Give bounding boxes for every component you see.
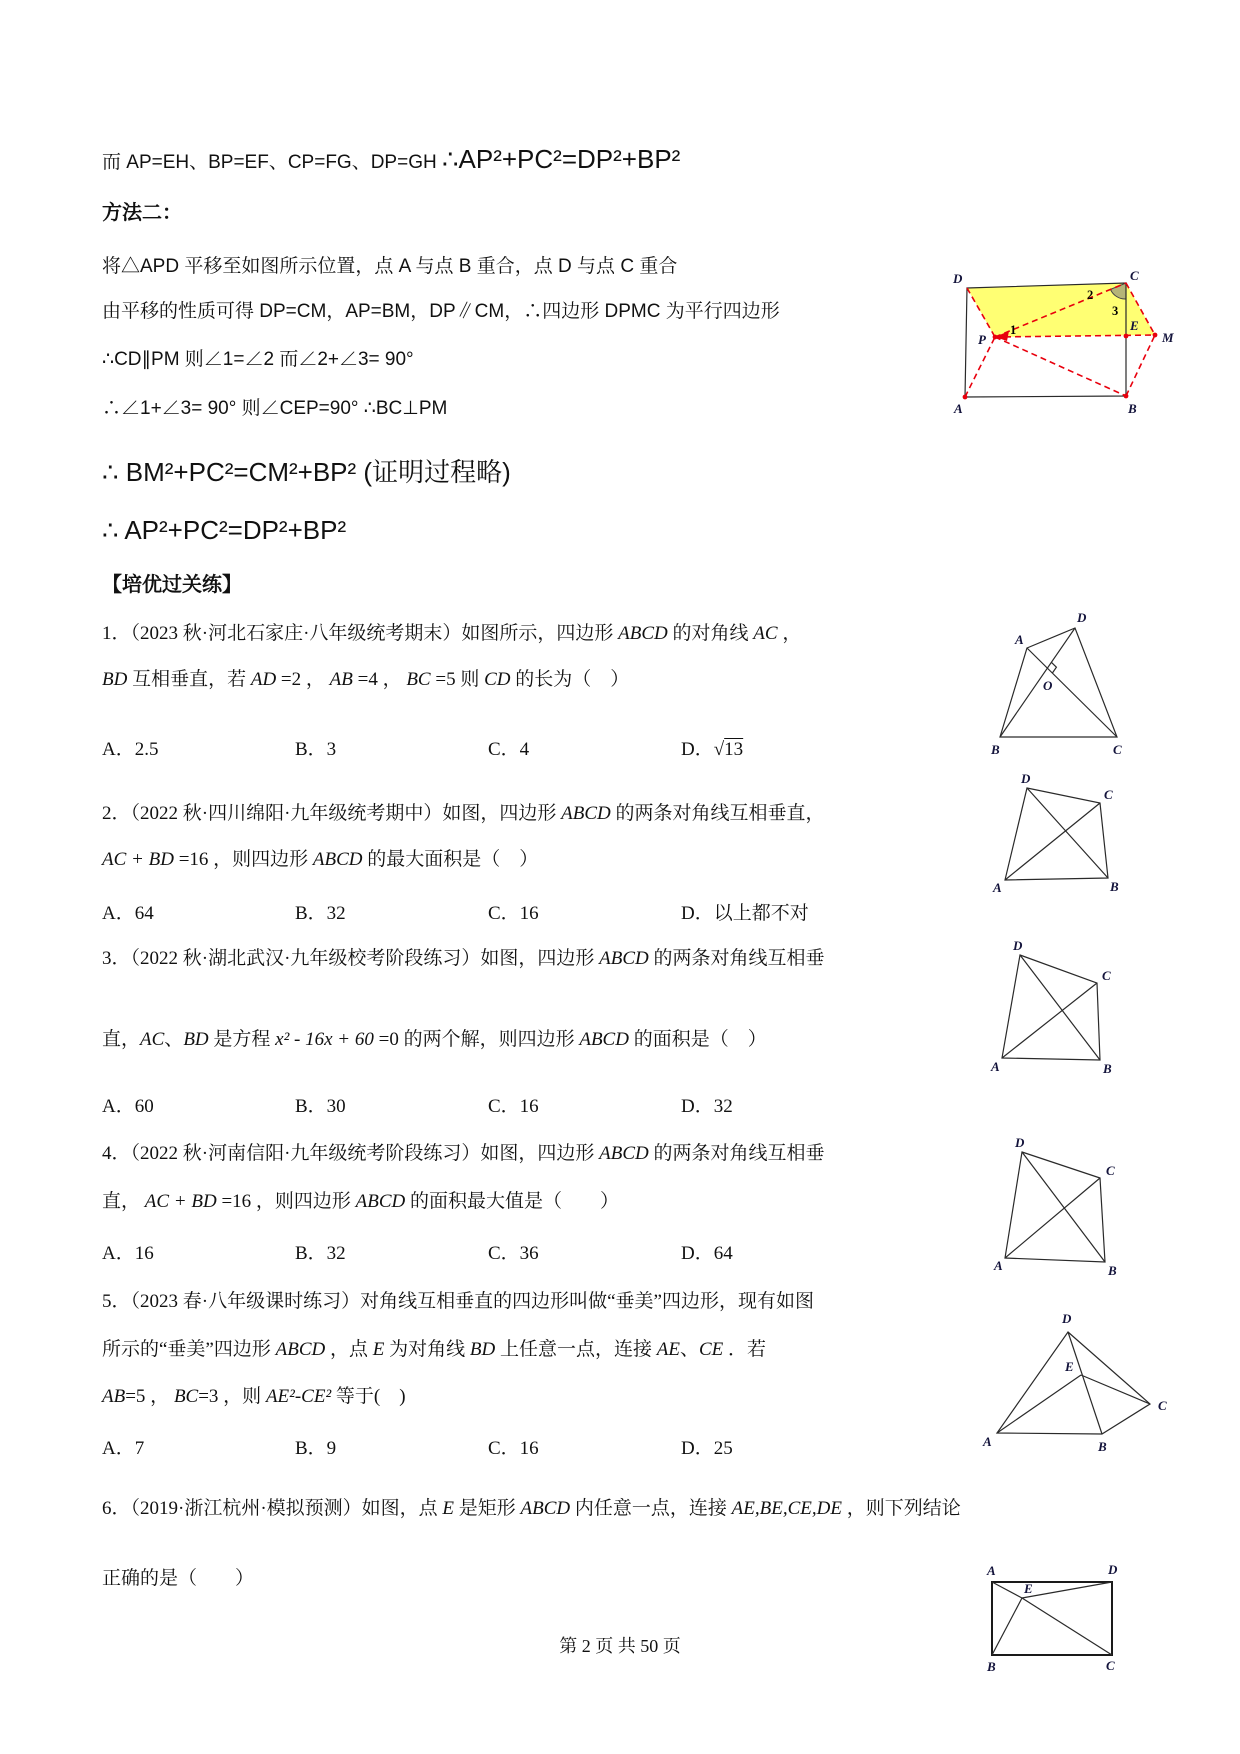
label-B: B <box>987 1659 996 1674</box>
text-segment: AC + BD <box>144 1191 217 1212</box>
q4-option-c: C．36 <box>488 1243 539 1264</box>
figure-q3-quadrilateral <box>985 938 1125 1088</box>
label-A: A <box>994 1258 1003 1273</box>
text-segment: ABCD <box>579 1029 629 1050</box>
text-segment: ∴∠1+∠3= 90° 则∠CEP=90° ∴BC⊥PM <box>102 398 448 419</box>
text-segment: 的长为（ ） <box>510 669 630 690</box>
text-segment: ∴AP²+PC²=DP²+BP² <box>441 144 681 174</box>
text-segment: BD <box>183 1029 209 1050</box>
q3-option-c: C．16 <box>488 1096 539 1117</box>
proof-conclusion-2 <box>102 515 346 546</box>
figure-q1-quadrilateral <box>985 598 1145 763</box>
label-angle-3: 3 <box>1112 304 1119 318</box>
q2-option-a: A．64 <box>102 903 154 924</box>
q1-line-2 <box>102 664 629 691</box>
text-segment: E <box>442 1498 455 1519</box>
text-segment: E <box>372 1339 385 1360</box>
text-segment: ABCD <box>618 623 668 644</box>
q5-option-b: B．9 <box>295 1438 337 1459</box>
label-C: C <box>1102 968 1111 983</box>
q5-option-c: C．16 <box>488 1438 539 1459</box>
text-segment: ∴CD∥PM 则∠1=∠2 而∠2+∠3= 90° <box>102 349 414 370</box>
text-segment: AB <box>102 1386 126 1407</box>
text-segment: 上任意一点，连接 <box>495 1339 657 1360</box>
q2-option-d: D．以上都不对 <box>681 903 809 924</box>
text-segment: ，点 <box>325 1339 373 1360</box>
q5-line-2 <box>102 1334 766 1361</box>
quadrilateral-edges <box>997 1332 1150 1434</box>
quadrilateral-edges <box>1005 1152 1105 1262</box>
text-segment: 直， <box>102 1029 141 1050</box>
q3-line-1 <box>102 943 825 970</box>
proof-line-6 <box>102 393 447 420</box>
label-angle-1: 1 <box>1010 323 1017 337</box>
text-segment: AD <box>250 669 277 690</box>
q4-line-1 <box>102 1138 825 1165</box>
proof-line-1 <box>102 144 680 175</box>
q1-option-c: C．4 <box>488 739 530 760</box>
text-segment: =16 ，则四边形 <box>216 1191 356 1212</box>
text-segment: ∴ BM²+PC²=CM²+BP² (证明过程略) <box>102 457 511 487</box>
label-D: D <box>1015 1138 1025 1150</box>
q1-option-a: A．2.5 <box>102 739 159 760</box>
text-segment: 6．（2019·浙江杭州·模拟预测）如图，点 <box>102 1498 443 1519</box>
text-segment: AE,BE,CE,DE <box>731 1498 842 1519</box>
label-A: A <box>987 1563 996 1578</box>
text-segment: BC <box>173 1386 199 1407</box>
q3-option-a: A．60 <box>102 1096 154 1117</box>
label-C: C <box>1106 1163 1115 1178</box>
label-A: A <box>991 1059 1000 1074</box>
section-header <box>102 568 242 597</box>
figure-q5-chuimei <box>975 1305 1180 1463</box>
q3-option-b: B．30 <box>295 1096 346 1117</box>
text-segment: 正确的是（ ） <box>102 1568 255 1589</box>
q4-option-b: B．32 <box>295 1243 346 1264</box>
label-A: A <box>983 1434 992 1449</box>
label-D: D <box>953 271 963 286</box>
q2-line-2 <box>102 844 538 871</box>
label-B: B <box>1098 1439 1107 1454</box>
text-segment: 的对角线 <box>667 623 754 644</box>
text-segment: AC <box>753 623 778 644</box>
text-segment: ABCD <box>599 1143 649 1164</box>
proof-line-5 <box>102 344 414 371</box>
text-segment: AE²-CE² <box>265 1386 332 1407</box>
text-segment: 是矩形 <box>454 1498 521 1519</box>
proof-conclusion-1 <box>102 452 511 489</box>
q6-line-2 <box>102 1563 254 1590</box>
q4-option-a: A．16 <box>102 1243 154 1264</box>
text-segment: 由平移的性质可得 DP=CM，AP=BM，DP∥CM，∴四边形 DPMC 为平行四边形 <box>102 301 780 322</box>
label-M: M <box>1162 330 1174 345</box>
q1-line-1 <box>102 618 801 645</box>
text-segment: 方法二： <box>102 202 182 224</box>
text-segment: 、 <box>679 1339 699 1360</box>
figure-method2-translation <box>938 268 1178 420</box>
text-segment: 的两条对角线互相垂 <box>648 1143 825 1164</box>
text-segment: x² - 16x + 60 <box>275 1029 374 1050</box>
label-P: P <box>978 332 986 347</box>
text-segment: ，则下列结论 <box>841 1498 961 1519</box>
text-segment: 的面积最大值是（ ） <box>405 1191 620 1212</box>
text-segment: BD <box>469 1339 496 1360</box>
label-B: B <box>1110 879 1119 894</box>
q3-option-d: D．32 <box>681 1096 733 1117</box>
label-A: A <box>993 880 1002 895</box>
text-segment: 将△APD 平移至如图所示位置，点 A 与点 B 重合，点 D 与点 C 重合 <box>102 256 678 277</box>
q1-option-d <box>681 734 743 761</box>
text-segment: √ <box>713 739 725 760</box>
label-C: C <box>1106 1658 1115 1673</box>
text-segment: =2 ， <box>276 669 330 690</box>
text-segment: =4 ， <box>352 669 407 690</box>
text-segment: D． <box>681 739 714 760</box>
text-segment: 【培优过关练】 <box>102 574 242 596</box>
label-E: E <box>1130 318 1139 333</box>
q2-option-b: B．32 <box>295 903 346 924</box>
label-E: E <box>1065 1359 1074 1374</box>
q4-line-2 <box>102 1186 619 1213</box>
figure-q2-quadrilateral <box>985 770 1130 895</box>
q5-option-a: A．7 <box>102 1438 145 1459</box>
label-C: C <box>1158 1398 1167 1413</box>
text-segment: ABCD <box>275 1339 326 1360</box>
text-segment: BD <box>102 669 128 690</box>
text-segment: ABCD <box>599 948 649 969</box>
text-segment: 的最大面积是（ ） <box>362 849 539 870</box>
text-segment: 而 AP=EH、BP=EF、CP=FG、DP=GH <box>102 152 442 173</box>
label-D: D <box>1077 610 1087 625</box>
text-segment: CE <box>698 1339 724 1360</box>
text-segment: =0 的两个解，则四边形 <box>373 1029 580 1050</box>
quadrilateral-edges <box>1002 955 1100 1060</box>
label-E: E <box>1024 1581 1033 1596</box>
q5-option-d: D．25 <box>681 1438 733 1459</box>
label-D: D <box>1013 938 1023 953</box>
text-segment: AC + BD <box>102 849 174 870</box>
text-segment: AB <box>329 669 353 690</box>
label-B: B <box>1103 1061 1112 1076</box>
label-D: D <box>1108 1562 1118 1577</box>
label-C: C <box>1104 787 1113 802</box>
text-segment: AE <box>656 1339 680 1360</box>
text-segment: =5 则 <box>430 669 485 690</box>
q2-line-1 <box>102 798 825 825</box>
text-segment: 互相垂直，若 <box>127 669 251 690</box>
figure-q6-rectangle <box>975 1560 1135 1695</box>
proof-line-3 <box>102 251 677 278</box>
label-B: B <box>1128 401 1137 416</box>
figure-q4-quadrilateral <box>985 1138 1125 1290</box>
label-D: D <box>1062 1311 1072 1326</box>
page-footer: 第 2 页 共 50 页 <box>559 1636 681 1656</box>
label-A: A <box>1015 632 1024 647</box>
segments-from-E <box>992 1582 1112 1655</box>
text-segment: 等于( ) <box>331 1386 406 1407</box>
q6-line-1 <box>102 1493 961 1520</box>
text-segment: ABCD <box>355 1191 406 1212</box>
quadrilateral-edges <box>1005 788 1108 880</box>
q3-line-2 <box>102 1024 767 1051</box>
text-segment: 1．（2023 秋·河北石家庄·八年级统考期末）如图所示，四边形 <box>102 623 619 644</box>
text-segment: 2．（2022 秋·四川绵阳·九年级统考期中）如图，四边形 <box>102 803 562 824</box>
text-segment: 、 <box>164 1029 184 1050</box>
right-angle-mark <box>1051 662 1056 673</box>
text-segment: ABCD <box>312 849 363 870</box>
q5-line-3 <box>102 1381 406 1408</box>
label-C: C <box>1113 742 1122 757</box>
q5-line-1 <box>102 1286 814 1313</box>
text-segment: ， <box>777 623 802 644</box>
text-segment: 4．（2022 秋·河南信阳·九年级统考阶段练习）如图，四边形 <box>102 1143 600 1164</box>
text-segment: 所示的“垂美”四边形 <box>102 1339 276 1360</box>
text-segment: 是方程 <box>208 1029 276 1050</box>
q1-option-b: B．3 <box>295 739 337 760</box>
label-O: O <box>1043 678 1053 693</box>
label-D: D <box>1021 771 1031 786</box>
text-segment: 的两条对角线互相垂 <box>648 948 825 969</box>
text-segment: 为对角线 <box>384 1339 470 1360</box>
text-segment: ABCD <box>520 1498 571 1519</box>
label-angle-2: 2 <box>1087 288 1094 302</box>
proof-line-4 <box>102 296 780 323</box>
text-segment: =3 ，则 <box>198 1386 266 1407</box>
text-segment: CD <box>484 669 511 690</box>
text-segment: 内任意一点，连接 <box>570 1498 732 1519</box>
text-segment: =16 ，则四边形 <box>173 849 313 870</box>
text-segment: ∴ AP²+PC²=DP²+BP² <box>102 515 347 545</box>
text-segment: ．若 <box>723 1339 766 1360</box>
text-segment: 13 <box>724 739 744 760</box>
text-segment: 的两条对角线互相垂直， <box>610 803 825 824</box>
text-segment: 直， <box>102 1191 145 1212</box>
q2-option-c: C．16 <box>488 903 539 924</box>
label-B: B <box>1108 1263 1117 1278</box>
text-segment: AC <box>140 1029 165 1050</box>
text-segment: =5 ， <box>125 1386 174 1407</box>
text-segment: BC <box>406 669 431 690</box>
text-segment: 5．（2023 春·八年级课时练习）对角线互相垂直的四边形叫做“垂美”四边形，现有如图 <box>102 1291 814 1312</box>
method2-heading <box>102 196 182 225</box>
q4-option-d: D．64 <box>681 1243 733 1264</box>
text-segment: 的面积是（ ） <box>628 1029 767 1050</box>
label-B: B <box>991 742 1000 757</box>
text-segment: 3．（2022 秋·湖北武汉·九年级校考阶段练习）如图，四边形 <box>102 948 600 969</box>
label-A: A <box>954 401 963 416</box>
label-C: C <box>1130 268 1139 283</box>
text-segment: ABCD <box>561 803 611 824</box>
